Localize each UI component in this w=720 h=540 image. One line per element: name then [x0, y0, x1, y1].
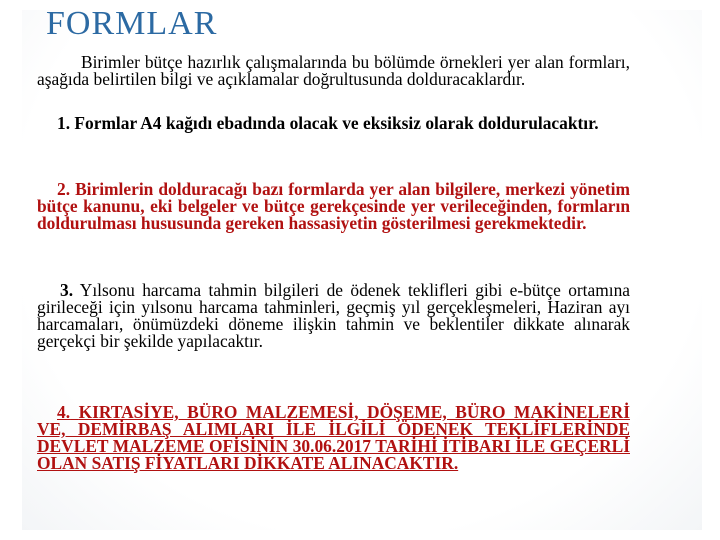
intro-paragraph — [37, 54, 630, 88]
list-item-1 — [37, 115, 630, 132]
intro-text: Birimler bütçe hazırlık çalışmalarında bu bölümde örnekleri yer alan formları, aşağıda belirtilen bilgi ve açıklamalar doğrultusunda dolduracaklardır. — [37, 52, 630, 89]
item-text: Yılsonu harcama tahmin bilgileri de ödenek teklifleri gibi e-bütçe ortamına girileceği için yılsonu harcama tahminleri, geçmiş yıl gerçekleşmeleri, Haziran ayı harcamaları, önümüzdeki döneme ilişkin tahmin ve beklentiler dikkate alınarak gerçekçi bir şekilde yapılacaktır. — [37, 280, 630, 351]
item-number: 4. — [57, 402, 71, 422]
list-item-2 — [37, 181, 630, 232]
item-number: 2. — [57, 179, 71, 199]
item-text: Birimlerin dolduracağı bazı formlarda yer alan bilgilere, merkezi yönetim bütçe kanunu, eki belgeler ve bütçe gerekçesinde yer verileceğinden, formların doldurulması hususunda gereken hassasiyetin gösterilmesi gerekmektedir. — [37, 179, 630, 233]
page-title: FORMLAR — [46, 5, 218, 42]
item-number: 1. — [57, 113, 71, 133]
item-text: Formlar A4 kağıdı ebadında olacak ve eksiksiz olarak doldurulacaktır. — [74, 113, 599, 133]
item-number: 3. — [60, 280, 74, 300]
item-text: KIRTASİYE, BÜRO MALZEMESİ, DÖŞEME, BÜRO MAKİNELERİ VE, DEMİRBAŞ ALIMLARI İLE İLGİLİ ÖDENEK TEKLİFLERİNDE DEVLET MALZEME OFİSİNİN 30.06.2017 TARİHİ İTİBARI İLE GEÇERLİ OLAN SATIŞ FİYATLARI DİKKATE ALINACAKTIR. — [37, 402, 630, 473]
list-item-4 — [37, 404, 630, 472]
list-item-3 — [37, 282, 630, 350]
